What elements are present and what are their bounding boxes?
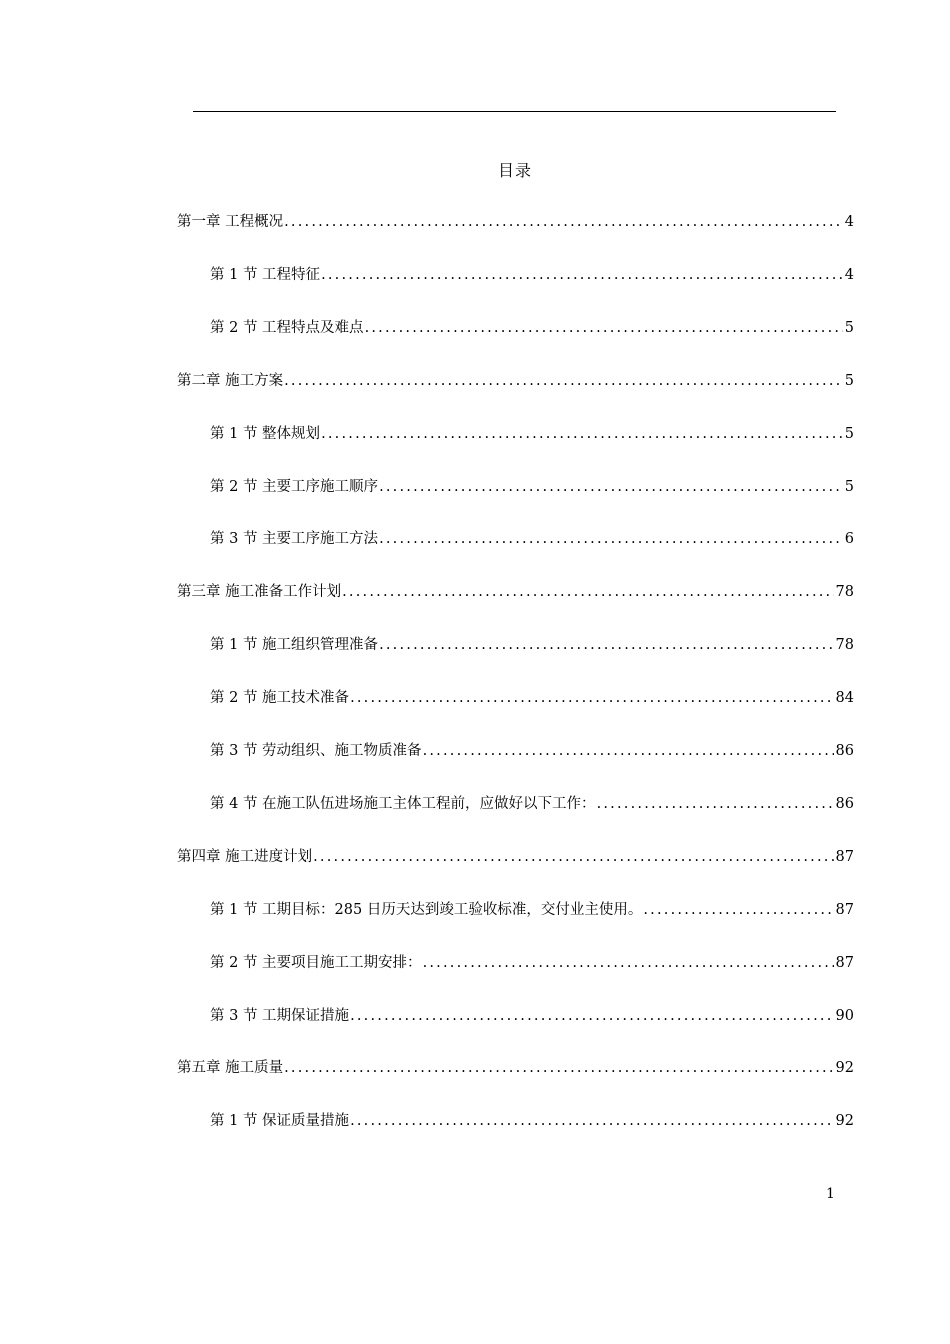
toc-dot-leader bbox=[423, 953, 834, 973]
toc-entry-page: 4 bbox=[844, 266, 854, 283]
toc-entry[interactable] bbox=[210, 318, 854, 338]
toc-entry-label: 第 3 节 劳动组织、施工物质准备 bbox=[210, 743, 422, 759]
toc-entry-page: 86 bbox=[835, 743, 854, 759]
toc-entry-page: 87 bbox=[835, 848, 854, 865]
toc-entry-page: 92 bbox=[835, 1113, 854, 1130]
toc-entry-label: 第一章 工程概况 bbox=[177, 214, 284, 230]
toc-entry-page: 5 bbox=[844, 478, 854, 495]
toc-entry-page: 4 bbox=[844, 214, 854, 230]
toc-dot-leader bbox=[350, 1006, 833, 1026]
toc-dot-leader bbox=[313, 847, 833, 867]
toc-entry-label: 第 1 节 工期目标：285 日历天达到竣工验收标准，交付业主使用。 bbox=[210, 901, 643, 918]
toc-entry[interactable] bbox=[177, 847, 854, 867]
toc-entry-page: 78 bbox=[835, 584, 854, 601]
toc-dot-leader bbox=[321, 265, 843, 285]
toc-entry[interactable] bbox=[210, 953, 854, 973]
toc-entry-label: 第 2 节 主要项目施工工期安排： bbox=[210, 954, 422, 971]
toc-entry-page: 84 bbox=[835, 690, 854, 707]
toc-entry-label: 第 4 节 在施工队伍进场施工主体工程前，应做好以下工作： bbox=[210, 795, 596, 812]
toc-entry-page: 78 bbox=[835, 637, 854, 654]
toc-entry-page: 87 bbox=[835, 901, 854, 918]
toc-entry-page: 92 bbox=[835, 1060, 854, 1077]
toc-dot-leader bbox=[284, 371, 843, 391]
toc-entry-label: 第 2 节 工程特点及难点 bbox=[210, 319, 364, 336]
toc-entry-label: 第 2 节 主要工序施工顺序 bbox=[210, 478, 379, 495]
toc-dot-leader bbox=[284, 1058, 833, 1078]
toc-dot-leader bbox=[423, 741, 834, 761]
toc-entry-label: 第二章 施工方案 bbox=[177, 372, 284, 389]
toc-entry-page: 5 bbox=[844, 319, 854, 336]
toc-entry[interactable] bbox=[177, 212, 854, 232]
toc-entry-label: 第 1 节 施工组织管理准备 bbox=[210, 637, 379, 654]
toc-entry-label: 第 1 节 整体规划 bbox=[210, 425, 321, 442]
toc-dot-leader bbox=[321, 424, 843, 444]
toc-entry[interactable] bbox=[210, 1006, 854, 1026]
toc-dot-leader bbox=[365, 318, 843, 338]
toc-entry[interactable] bbox=[210, 794, 854, 814]
toc-dot-leader bbox=[284, 212, 843, 232]
toc-dot-leader bbox=[379, 477, 843, 497]
toc-entry-label: 第 2 节 施工技术准备 bbox=[210, 690, 350, 707]
toc-entry-page: 6 bbox=[844, 531, 854, 548]
toc-dot-leader bbox=[350, 688, 833, 708]
toc-entry-page: 87 bbox=[835, 954, 854, 971]
toc-entry-page: 86 bbox=[835, 795, 854, 812]
toc-entry[interactable] bbox=[210, 635, 854, 655]
toc-entry-label: 第五章 施工质量 bbox=[177, 1060, 284, 1077]
toc-entry[interactable] bbox=[210, 900, 854, 920]
toc-entry[interactable] bbox=[210, 741, 854, 761]
toc-entry-label: 第 1 节 工程特征 bbox=[210, 266, 321, 283]
toc-entry-label: 第 3 节 主要工序施工方法 bbox=[210, 531, 379, 548]
toc-entry-page: 90 bbox=[835, 1007, 854, 1024]
toc-entry[interactable] bbox=[210, 529, 854, 549]
toc-dot-leader bbox=[342, 582, 833, 602]
toc-entry-page: 5 bbox=[844, 425, 854, 442]
toc-title: 目录 bbox=[497, 161, 532, 180]
toc-entry[interactable] bbox=[210, 688, 854, 708]
toc-entry-label: 第四章 施工进度计划 bbox=[177, 848, 313, 865]
toc-entry[interactable] bbox=[177, 1058, 854, 1078]
toc-entry-page: 5 bbox=[844, 372, 854, 389]
toc-entry[interactable] bbox=[177, 582, 854, 602]
toc-dot-leader bbox=[643, 900, 833, 920]
toc-dot-leader bbox=[350, 1111, 833, 1131]
toc-dot-leader bbox=[379, 529, 843, 549]
toc-entry[interactable] bbox=[177, 371, 854, 391]
toc-dot-leader bbox=[597, 794, 834, 814]
toc-entry-label: 第三章 施工准备工作计划 bbox=[177, 584, 342, 601]
toc-dot-leader bbox=[379, 635, 833, 655]
toc-entry[interactable] bbox=[210, 424, 854, 444]
toc-entry-label: 第 1 节 保证质量措施 bbox=[210, 1113, 350, 1130]
toc-entry[interactable] bbox=[210, 1111, 854, 1131]
page-number: 1 bbox=[826, 1186, 835, 1202]
toc-entry-label: 第 3 节 工期保证措施 bbox=[210, 1007, 350, 1024]
toc-entry[interactable] bbox=[210, 477, 854, 497]
toc-entry[interactable] bbox=[210, 265, 854, 285]
